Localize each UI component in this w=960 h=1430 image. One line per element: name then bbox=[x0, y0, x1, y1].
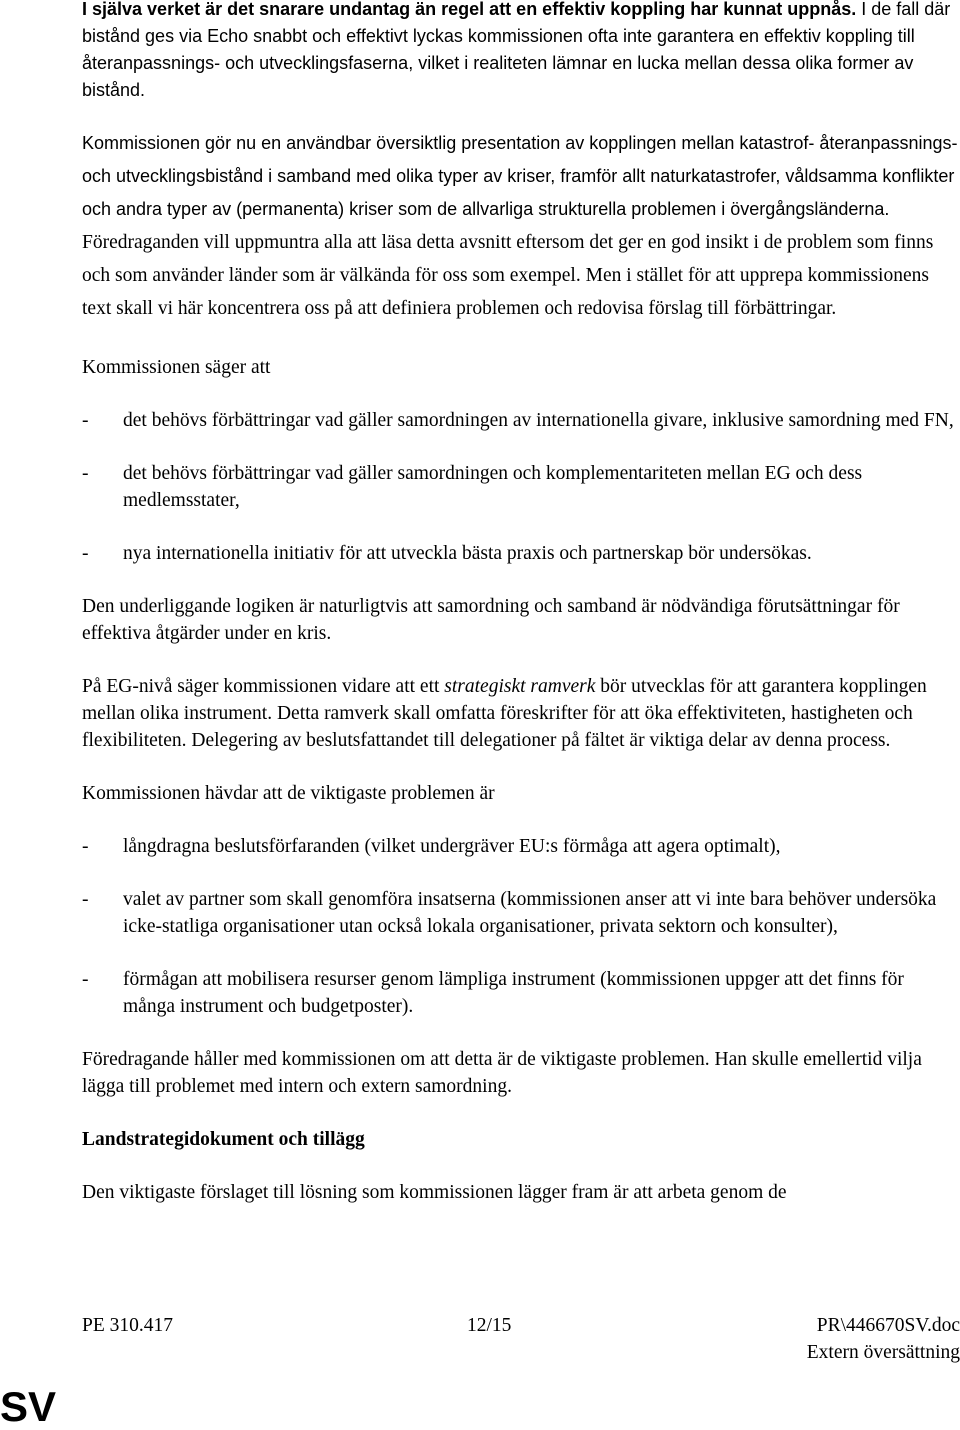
presentation-sans-part: Kommissionen gör nu en användbar översiktlig presentation av kopplingen mellan katastrof- återanpassnings- och utvecklingsbistånd i samband med olika typer av kriser, framför allt naturkatastrofer, våldsamma konflikter och andra typer av (permanenta) kriser som de allvarliga strukturella problemen i övergångsländerna. bbox=[82, 133, 958, 219]
document-page bbox=[82, 0, 960, 1206]
problems-list bbox=[82, 833, 960, 1020]
last-paragraph: Den viktigaste förslaget till lösning som kommissionen lägger fram är att arbeta genom de bbox=[82, 1182, 787, 1203]
list-dash: - bbox=[82, 969, 89, 990]
list-dash: - bbox=[82, 543, 89, 564]
eg-paragraph-after: bör utvecklas för att garantera kopplingen mellan olika instrument. Detta ramverk skall omfatta föreskrifter för att öka effektiviteten, hastigheten och flexibiliteten. Delegering av beslutsfattandet till delegationer på fältet är viktiga delar av denna process. bbox=[82, 676, 927, 751]
list-item-text: långdragna beslutsförfaranden (vilket undergräver EU:s förmåga att agera optimalt), bbox=[123, 836, 781, 857]
language-code: SV bbox=[0, 1383, 57, 1430]
footer-translation-note: Extern översättning bbox=[806, 1342, 960, 1363]
list-item bbox=[82, 886, 960, 940]
intro-paragraph bbox=[82, 0, 960, 104]
eg-paragraph-emphasis: strategiskt ramverk bbox=[444, 676, 596, 697]
footer-row bbox=[82, 1312, 960, 1339]
list-item-text: valet av partner som skall genomföra insatserna (kommissionen anser att vi inte bara behöver undersöka icke-statliga organisationer utan också lokala organisationer, privata sektorn och konsulter), bbox=[123, 889, 937, 937]
presentation-paragraph bbox=[82, 130, 960, 328]
list-item-text: nya internationella initiativ för att utveckla bästa praxis och partnerskap bör undersökas. bbox=[123, 543, 812, 564]
list-dash: - bbox=[82, 463, 89, 484]
list-dash: - bbox=[82, 410, 89, 431]
eg-paragraph-before: På EG-nivå säger kommissionen vidare att ett bbox=[82, 676, 445, 697]
rapporteur-paragraph: Föredragande håller med kommissionen om att detta är de viktigaste problemen. Han skulle emellertid vilja lägga till problemet med intern och extern samordning. bbox=[82, 1049, 922, 1097]
section-heading: Landstrategidokument och tillägg bbox=[82, 1129, 365, 1150]
commission-says-lead: Kommissionen säger att bbox=[82, 357, 271, 378]
list-item-text: det behövs förbättringar vad gäller samordningen och komplementariteten mellan EG och dess medlemsstater, bbox=[123, 463, 863, 511]
footer-page-number: 12/15 bbox=[467, 1315, 512, 1336]
list-dash: - bbox=[82, 836, 89, 857]
eg-paragraph bbox=[82, 673, 960, 754]
list-item bbox=[82, 407, 960, 434]
intro-text: I de fall där bistånd ges via Echo snabbt och effektivt lyckas kommissionen ofta inte garantera en effektiv koppling till återanpassnings- och utvecklingsfaserna, vilket i realiteten lämnar en lucka mellan dessa olika former av bistånd. bbox=[82, 0, 951, 100]
page-footer bbox=[82, 1312, 960, 1366]
problems-lead: Kommissionen hävdar att de viktigaste problemen är bbox=[82, 783, 495, 804]
list-item bbox=[82, 966, 960, 1020]
footer-doc-ref: PE 310.417 bbox=[82, 1315, 174, 1336]
footer-file-name: PR\446670SV.doc bbox=[816, 1315, 960, 1336]
commission-says-list bbox=[82, 407, 960, 567]
logic-paragraph: Den underliggande logiken är naturligtvis att samordning och samband är nödvändiga förutsättningar för effektiva åtgärder under en kris. bbox=[82, 596, 900, 644]
list-item bbox=[82, 540, 960, 567]
intro-bold-lead: I själva verket är det snarare undantag än regel att en effektiv koppling har kunnat uppnås. bbox=[82, 0, 857, 19]
list-item-text: förmågan att mobilisera resurser genom lämpliga instrument (kommissionen uppger att det finns för många instrument och budgetposter). bbox=[123, 969, 904, 1017]
list-item-text: det behövs förbättringar vad gäller samordningen av internationella givare, inklusive samordning med FN, bbox=[123, 410, 954, 431]
list-item bbox=[82, 833, 960, 860]
presentation-serif-part: Föredraganden vill uppmuntra alla att läsa detta avsnitt eftersom det ger en god insikt i de problem som finns och som använder länder som är välkända för oss som exempel. Men i stället för att upprepa kommissionens text skall vi här koncentrera oss på att definiera problemen och redovisa förslag till förbättringar. bbox=[82, 232, 934, 319]
list-item bbox=[82, 460, 960, 514]
list-dash: - bbox=[82, 889, 89, 910]
